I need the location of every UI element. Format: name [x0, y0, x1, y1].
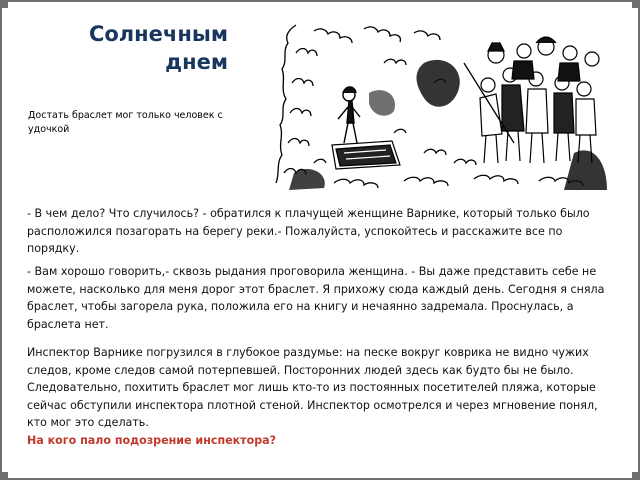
frame-corner	[632, 0, 640, 8]
beach-crowd-illustration	[274, 23, 607, 190]
slide-title: Солнечным днем	[88, 22, 228, 74]
slide-subtitle: Достать браслет мог только человек с удочкой	[28, 110, 223, 135]
frame-corner	[0, 472, 8, 480]
question-text: На кого пало подозрение инспектора?	[27, 434, 277, 447]
story-paragraph-3: Инспектор Варнике погрузился в глубокое раздумье: на песке вокруг коврика не видно чужих следов, кроме следов самой потерпевшей. Посторонних людей здесь как будто бы не было. Следовательно, похитить браслет мог лишь кто-то из постоянных посетителей пляжа, которые сейчас обступили инспектора плотной стеной. Инспектор осмотрелся и через мгновение понял, кто мог это сделать.	[27, 346, 598, 430]
frame-corner	[0, 0, 8, 8]
frame-corner	[632, 472, 640, 480]
story-paragraph-2: - Вам хорошо говорить,- сквозь рыдания проговорила женщина. - Вы даже представить себе не можете, насколько для меня дорог этот браслет. Я прихожу сюда каждый день. Сегодня я сняла браслет, чтобы загорела рука, положила его на книгу и нечаянно задремала. Проснулась, а браслета нет.	[27, 265, 605, 331]
story-paragraph-1: - В чем дело? Что случилось? - обратился к плачущей женщине Варнике, который только было расположился позагорать на берегу реки.- Пожалуйста, успокойтесь и расскажите все по порядку.	[27, 207, 590, 256]
